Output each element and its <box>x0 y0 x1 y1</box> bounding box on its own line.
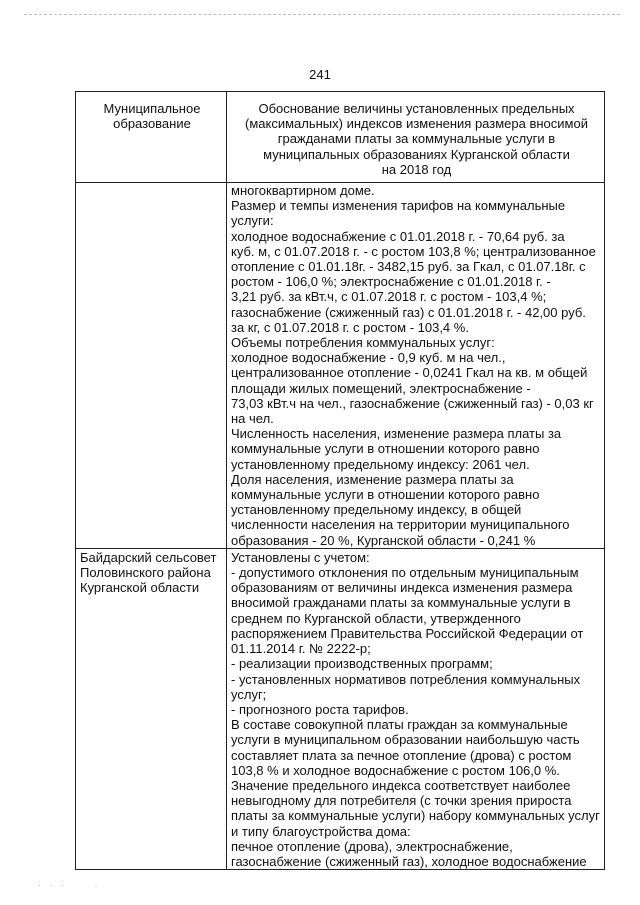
municipality-line: Курганской области <box>80 580 200 596</box>
header-justification-line: (максимальных) индексов изменения размера вносимой <box>245 116 588 132</box>
header-justification-cell <box>227 92 605 183</box>
scan-top-rule <box>24 14 620 15</box>
text-line: 103,8 % и холодное водоснабжение с ростом 106,0 %. <box>231 762 560 778</box>
text-line: Численность населения, изменение размера платы за <box>231 426 562 442</box>
text-line: - прогнозного роста тарифов. <box>231 701 409 717</box>
text-line: коммунальные услуги в отношении которого равно <box>231 441 540 457</box>
text-line: услуги: <box>231 213 274 229</box>
text-line: отопление с 01.01.18г. - 3482,15 руб. за Гкал, с 01.07.18г. с <box>231 259 586 275</box>
header-municipality-line: Муниципальное <box>103 101 201 116</box>
text-line: вносимой гражданами платы за коммунальные услуги в <box>231 595 571 611</box>
text-line: Установлены с учетом: <box>231 549 370 565</box>
text-line: услуг; <box>231 686 267 702</box>
text-line: Значение предельного индекса соответствует наиболее <box>231 777 571 793</box>
text-line: - реализации производственных программ; <box>231 656 493 672</box>
text-line: невыгодному для потребителя (с точки зрения прироста <box>231 793 572 809</box>
text-line: составляет плата за печное отопление (дрова) с ростом <box>231 747 572 763</box>
text-line: Размер и темпы изменения тарифов на коммунальные <box>231 198 566 214</box>
text-line: платы за коммунальные услуги) набору коммунальных услуг <box>231 808 600 824</box>
text-line: 73,03 кВт.ч на чел., газоснабжение (сжиженный газ) - 0,03 кг <box>231 395 594 411</box>
text-line: - установленных нормативов потребления коммунальных <box>231 671 581 687</box>
table-header-row <box>76 92 605 183</box>
text-line: ростом - 106,0 %; электроснабжение с 01.01.2018 г. - <box>231 274 551 290</box>
header-justification-line: муниципальных образованиях Курганской области <box>263 146 570 162</box>
header-municipality-line: образование <box>113 116 191 132</box>
text-line: газоснабжение (сжиженный газ), холодное водоснабжение <box>231 853 587 869</box>
text-line: холодное водоснабжение с 01.01.2018 г. - 70,64 руб. за <box>231 228 565 244</box>
header-justification-line: Обоснование величины установленных предельных <box>258 101 575 116</box>
text-line: на чел. <box>231 411 274 427</box>
text-line: образования - 20 %, Курганской области - 0,241 % <box>231 532 536 548</box>
table-row <box>76 183 605 549</box>
page-number: 241 <box>309 67 331 82</box>
text-line: площади жилых помещений, электроснабжение - <box>231 380 531 396</box>
header-municipality-cell <box>76 92 227 183</box>
row-justification-cell <box>227 183 605 549</box>
header-justification-line: гражданами платы за коммунальные услуги в <box>277 131 556 147</box>
text-line: образованиям от величины индекса изменения размера <box>231 580 573 596</box>
scan-artifact-dots: · · · · <box>38 880 101 890</box>
text-line: В составе совокупной платы граждан за коммунальные <box>231 717 568 733</box>
municipality-line: Байдарский сельсовет <box>80 549 217 565</box>
text-line: холодное водоснабжение - 0,9 куб. м на чел., <box>231 350 506 366</box>
text-line: печное отопление (дрова), электроснабжение, <box>231 838 513 854</box>
text-line: 01.11.2014 г. № 2222-р; <box>231 641 371 657</box>
text-line: 3,21 руб. за кВт.ч, с 01.07.2018 г. с ростом - 103,4 %; <box>231 289 547 305</box>
text-line: Объемы потребления коммунальных услуг: <box>231 335 495 351</box>
text-line: установленному предельному индексу, в общей <box>231 502 522 518</box>
row-municipality-cell <box>76 183 227 549</box>
text-line: распоряжением Правительства Российской Федерации от <box>231 625 584 641</box>
row-justification-cell <box>227 548 605 869</box>
text-line: за кг, с 01.07.2018 г. с ростом - 103,4 %. <box>231 319 469 335</box>
row-municipality-cell <box>76 548 227 869</box>
header-justification-line: на 2018 год <box>381 161 452 177</box>
text-line: и типу благоустройства дома: <box>231 823 411 839</box>
table-row <box>76 548 605 869</box>
text-line: среднем по Курганской области, утвержденного <box>231 610 521 626</box>
text-line: численности населения на территории муниципального <box>231 517 570 533</box>
text-line: - допустимого отклонения по отдельным муниципальным <box>231 565 579 581</box>
municipality-line: Половинского района <box>80 565 211 581</box>
text-line: многоквартирном доме. <box>231 183 375 198</box>
text-line: газоснабжение (сжиженный газ) с 01.01.2018 г. - 42,00 руб. <box>231 304 586 320</box>
text-line: установленному предельному индексу: 2061 чел. <box>231 456 530 472</box>
text-line: коммунальные услуги в отношении которого равно <box>231 487 540 503</box>
justification-table <box>75 91 605 870</box>
text-line: Доля населения, изменение размера платы за <box>231 471 514 487</box>
text-line: централизованное отопление - 0,0241 Гкал на кв. м общей <box>231 365 588 381</box>
text-line: услуги в муниципальном образовании наибольшую часть <box>231 732 580 748</box>
text-line: куб. м, с 01.07.2018 г. - с ростом 103,8 %; централизованное <box>231 243 596 259</box>
